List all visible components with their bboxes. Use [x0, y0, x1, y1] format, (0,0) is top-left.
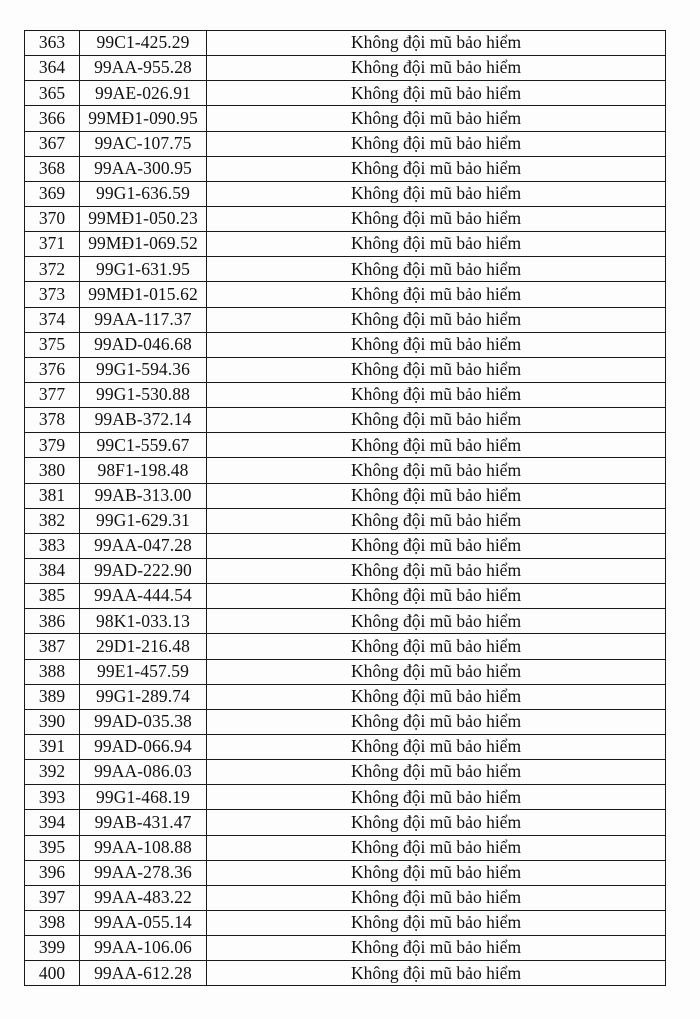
violation-cell: Không đội mũ bảo hiểm	[207, 357, 666, 382]
violation-cell: Không đội mũ bảo hiểm	[207, 81, 666, 106]
violation-cell: Không đội mũ bảo hiểm	[207, 332, 666, 357]
row-number-cell: 385	[25, 584, 80, 609]
violation-cell: Không đội mũ bảo hiểm	[207, 936, 666, 961]
row-number-cell: 376	[25, 357, 80, 382]
violation-cell: Không đội mũ bảo hiểm	[207, 408, 666, 433]
violation-cell: Không đội mũ bảo hiểm	[207, 282, 666, 307]
row-number-cell: 367	[25, 131, 80, 156]
violation-cell: Không đội mũ bảo hiểm	[207, 307, 666, 332]
license-plate-cell: 99AD-046.68	[80, 332, 207, 357]
violation-cell: Không đội mũ bảo hiểm	[207, 634, 666, 659]
row-number-cell: 375	[25, 332, 80, 357]
table-row	[25, 458, 666, 483]
table-row	[25, 709, 666, 734]
row-number-cell: 377	[25, 382, 80, 407]
license-plate-cell: 99AB-372.14	[80, 408, 207, 433]
table-row	[25, 433, 666, 458]
row-number-cell: 383	[25, 533, 80, 558]
license-plate-cell: 99MĐ1-069.52	[80, 232, 207, 257]
violation-cell: Không đội mũ bảo hiểm	[207, 232, 666, 257]
license-plate-cell: 99AC-107.75	[80, 131, 207, 156]
row-number-cell: 399	[25, 936, 80, 961]
table-row	[25, 835, 666, 860]
row-number-cell: 369	[25, 181, 80, 206]
row-number-cell: 391	[25, 734, 80, 759]
table-row	[25, 936, 666, 961]
license-plate-cell: 99C1-425.29	[80, 31, 207, 56]
license-plate-cell: 99AD-035.38	[80, 709, 207, 734]
violation-cell: Không đội mũ bảo hiểm	[207, 433, 666, 458]
row-number-cell: 396	[25, 860, 80, 885]
license-plate-cell: 99AA-278.36	[80, 860, 207, 885]
row-number-cell: 397	[25, 885, 80, 910]
row-number-cell: 380	[25, 458, 80, 483]
license-plate-cell: 99G1-468.19	[80, 785, 207, 810]
violation-cell: Không đội mũ bảo hiểm	[207, 709, 666, 734]
violation-cell: Không đội mũ bảo hiểm	[207, 31, 666, 56]
violation-cell: Không đội mũ bảo hiểm	[207, 131, 666, 156]
row-number-cell: 393	[25, 785, 80, 810]
table-row	[25, 483, 666, 508]
violation-cell: Không đội mũ bảo hiểm	[207, 508, 666, 533]
table-row	[25, 609, 666, 634]
table-row	[25, 206, 666, 231]
license-plate-cell: 29D1-216.48	[80, 634, 207, 659]
table-row	[25, 181, 666, 206]
violation-cell: Không đội mũ bảo hiểm	[207, 785, 666, 810]
violation-cell: Không đội mũ bảo hiểm	[207, 458, 666, 483]
row-number-cell: 400	[25, 961, 80, 986]
row-number-cell: 373	[25, 282, 80, 307]
row-number-cell: 374	[25, 307, 80, 332]
row-number-cell: 371	[25, 232, 80, 257]
license-plate-cell: 99G1-530.88	[80, 382, 207, 407]
table-row	[25, 659, 666, 684]
license-plate-cell: 99AA-106.06	[80, 936, 207, 961]
row-number-cell: 398	[25, 910, 80, 935]
row-number-cell: 363	[25, 31, 80, 56]
license-plate-cell: 99C1-559.67	[80, 433, 207, 458]
violations-table-body	[25, 31, 666, 986]
row-number-cell: 388	[25, 659, 80, 684]
row-number-cell: 378	[25, 408, 80, 433]
violation-cell: Không đội mũ bảo hiểm	[207, 156, 666, 181]
table-row	[25, 634, 666, 659]
row-number-cell: 390	[25, 709, 80, 734]
violation-cell: Không đội mũ bảo hiểm	[207, 835, 666, 860]
license-plate-cell: 99G1-636.59	[80, 181, 207, 206]
table-row	[25, 56, 666, 81]
violation-cell: Không đội mũ bảo hiểm	[207, 609, 666, 634]
table-row	[25, 282, 666, 307]
table-row	[25, 885, 666, 910]
violation-cell: Không đội mũ bảo hiểm	[207, 810, 666, 835]
row-number-cell: 382	[25, 508, 80, 533]
license-plate-cell: 99G1-629.31	[80, 508, 207, 533]
violation-cell: Không đội mũ bảo hiểm	[207, 684, 666, 709]
table-row	[25, 508, 666, 533]
license-plate-cell: 99MĐ1-090.95	[80, 106, 207, 131]
row-number-cell: 395	[25, 835, 80, 860]
violation-cell: Không đội mũ bảo hiểm	[207, 885, 666, 910]
row-number-cell: 364	[25, 56, 80, 81]
row-number-cell: 387	[25, 634, 80, 659]
row-number-cell: 366	[25, 106, 80, 131]
table-row	[25, 81, 666, 106]
license-plate-cell: 99G1-594.36	[80, 357, 207, 382]
violation-cell: Không đội mũ bảo hiểm	[207, 206, 666, 231]
violation-cell: Không đội mũ bảo hiểm	[207, 760, 666, 785]
table-row	[25, 910, 666, 935]
table-row	[25, 785, 666, 810]
license-plate-cell: 99E1-457.59	[80, 659, 207, 684]
violations-table	[24, 30, 666, 986]
violation-cell: Không đội mũ bảo hiểm	[207, 659, 666, 684]
license-plate-cell: 99MĐ1-015.62	[80, 282, 207, 307]
license-plate-cell: 99AE-026.91	[80, 81, 207, 106]
row-number-cell: 379	[25, 433, 80, 458]
license-plate-cell: 99G1-631.95	[80, 257, 207, 282]
violation-cell: Không đội mũ bảo hiểm	[207, 860, 666, 885]
table-row	[25, 156, 666, 181]
row-number-cell: 365	[25, 81, 80, 106]
table-row	[25, 760, 666, 785]
license-plate-cell: 99AB-313.00	[80, 483, 207, 508]
license-plate-cell: 99AA-055.14	[80, 910, 207, 935]
license-plate-cell: 99AA-483.22	[80, 885, 207, 910]
license-plate-cell: 98F1-198.48	[80, 458, 207, 483]
table-row	[25, 684, 666, 709]
license-plate-cell: 99AA-047.28	[80, 533, 207, 558]
table-row	[25, 408, 666, 433]
license-plate-cell: 99AA-444.54	[80, 584, 207, 609]
violation-cell: Không đội mũ bảo hiểm	[207, 56, 666, 81]
violation-cell: Không đội mũ bảo hiểm	[207, 257, 666, 282]
row-number-cell: 368	[25, 156, 80, 181]
violation-cell: Không đội mũ bảo hiểm	[207, 106, 666, 131]
table-row	[25, 307, 666, 332]
table-row	[25, 131, 666, 156]
license-plate-cell: 99AA-086.03	[80, 760, 207, 785]
table-row	[25, 584, 666, 609]
table-row	[25, 257, 666, 282]
license-plate-cell: 99AA-612.28	[80, 961, 207, 986]
violation-cell: Không đội mũ bảo hiểm	[207, 558, 666, 583]
violation-cell: Không đội mũ bảo hiểm	[207, 584, 666, 609]
table-row	[25, 31, 666, 56]
row-number-cell: 370	[25, 206, 80, 231]
license-plate-cell: 99AA-955.28	[80, 56, 207, 81]
table-row	[25, 810, 666, 835]
table-row	[25, 106, 666, 131]
table-row	[25, 860, 666, 885]
license-plate-cell: 99AD-066.94	[80, 734, 207, 759]
row-number-cell: 389	[25, 684, 80, 709]
row-number-cell: 386	[25, 609, 80, 634]
row-number-cell: 384	[25, 558, 80, 583]
license-plate-cell: 99G1-289.74	[80, 684, 207, 709]
violation-cell: Không đội mũ bảo hiểm	[207, 734, 666, 759]
license-plate-cell: 99AA-108.88	[80, 835, 207, 860]
violation-cell: Không đội mũ bảo hiểm	[207, 910, 666, 935]
table-row	[25, 961, 666, 986]
violation-cell: Không đội mũ bảo hiểm	[207, 533, 666, 558]
license-plate-cell: 99MĐ1-050.23	[80, 206, 207, 231]
license-plate-cell: 99AA-117.37	[80, 307, 207, 332]
table-row	[25, 357, 666, 382]
license-plate-cell: 98K1-033.13	[80, 609, 207, 634]
row-number-cell: 381	[25, 483, 80, 508]
violation-cell: Không đội mũ bảo hiểm	[207, 961, 666, 986]
license-plate-cell: 99AB-431.47	[80, 810, 207, 835]
table-row	[25, 382, 666, 407]
license-plate-cell: 99AD-222.90	[80, 558, 207, 583]
row-number-cell: 394	[25, 810, 80, 835]
table-row	[25, 533, 666, 558]
row-number-cell: 372	[25, 257, 80, 282]
violation-cell: Không đội mũ bảo hiểm	[207, 181, 666, 206]
license-plate-cell: 99AA-300.95	[80, 156, 207, 181]
table-row	[25, 558, 666, 583]
table-row	[25, 332, 666, 357]
violation-cell: Không đội mũ bảo hiểm	[207, 483, 666, 508]
table-row	[25, 734, 666, 759]
table-row	[25, 232, 666, 257]
violation-cell: Không đội mũ bảo hiểm	[207, 382, 666, 407]
row-number-cell: 392	[25, 760, 80, 785]
